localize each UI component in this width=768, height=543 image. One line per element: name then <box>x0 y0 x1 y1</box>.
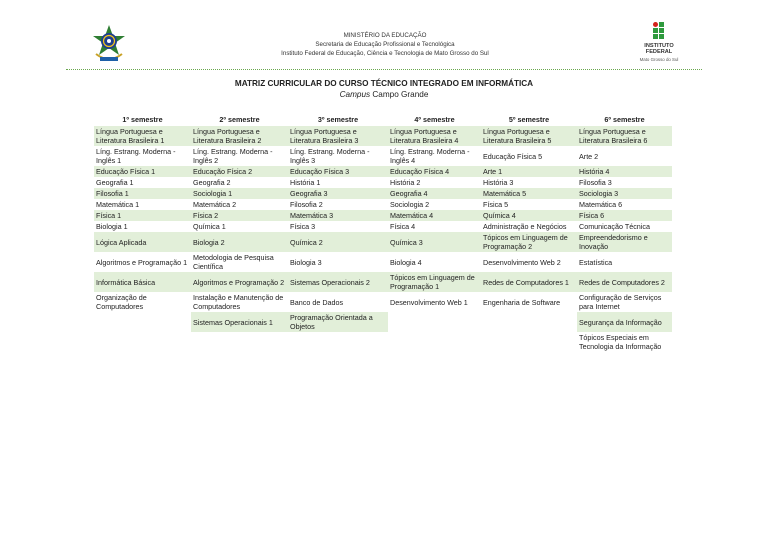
table-cell: Segurança da Informação <box>577 312 672 332</box>
table-cell: Língua Portuguesa e Literatura Brasileira 3 <box>288 126 388 146</box>
campus-label: Campus <box>339 90 371 99</box>
table-cell: Química 1 <box>193 222 226 231</box>
table-cell: Sistemas Operacionais 2 <box>288 272 388 292</box>
table-row <box>94 146 672 166</box>
table-cell <box>388 332 481 352</box>
table-cell <box>481 312 577 332</box>
table-cell: Programação Orientada a Objetos <box>288 312 388 332</box>
table-cell: Matemática 4 <box>388 210 481 221</box>
table-row <box>94 188 672 199</box>
table-cell: Matemática 6 <box>579 200 623 209</box>
table-cell: Biologia 3 <box>290 257 322 267</box>
table-cell: Banco de Dados <box>290 297 344 307</box>
table-cell: Sociologia 3 <box>577 188 672 199</box>
table-cell: Física 6 <box>577 210 672 221</box>
table-cell: Desenvolvimento Web 2 <box>483 257 561 267</box>
document-header <box>0 0 768 72</box>
table-cell: História 2 <box>390 178 421 187</box>
table-row <box>94 232 672 252</box>
table-cell: História 3 <box>483 178 514 187</box>
document-subtitle <box>150 90 618 99</box>
table-cell: Educação Física 4 <box>388 166 481 177</box>
ifms-logo-campus: Mato Grosso do Sul <box>639 57 679 62</box>
table-cell: Administração e Negócios <box>483 222 567 231</box>
table-cell: Configuração de Serviços para Internet <box>579 293 662 311</box>
table-cell: Filosofia 1 <box>94 188 191 199</box>
table-row <box>94 292 672 312</box>
header-divider <box>66 69 702 70</box>
table-cell: Física 1 <box>94 210 191 221</box>
brazil-coat-of-arms-icon <box>90 24 128 64</box>
column-header: 4º semestre <box>414 115 455 124</box>
table-cell: Tópicos em Linguagem de Programação 1 <box>388 272 481 292</box>
table-row <box>94 272 672 292</box>
campus-name: Campo Grande <box>372 90 429 99</box>
table-cell: Engenharia de Software <box>483 297 561 307</box>
table-cell: Algoritmos e Programação 2 <box>191 272 288 292</box>
table-cell <box>388 312 481 332</box>
column-header: 2º semestre <box>219 115 260 124</box>
table-cell: Geografia 2 <box>193 178 231 187</box>
column-header: 6º semestre <box>604 115 645 124</box>
table-cell: Química 2 <box>288 232 388 252</box>
table-cell: Sociologia 2 <box>390 200 430 209</box>
table-cell: Biologia 4 <box>390 257 422 267</box>
table-cell: Redes de Computadores 1 <box>481 272 577 292</box>
institute-line: Instituto Federal de Educação, Ciência e Tecnologia de Mato Grosso do Sul <box>281 50 489 57</box>
ministry-line: MINISTÉRIO DA EDUCAÇÃO <box>343 32 427 39</box>
table-cell: Filosofia 3 <box>579 178 612 187</box>
table-cell: Arte 1 <box>481 166 577 177</box>
table-cell: História 4 <box>577 166 672 177</box>
table-cell: Educação Física 2 <box>191 166 288 177</box>
table-cell: Redes de Computadores 2 <box>577 272 672 292</box>
table-cell: Empreendedorismo e Inovação <box>577 232 672 252</box>
table-cell <box>288 332 388 352</box>
table-cell: Física 4 <box>390 222 416 231</box>
table-row <box>94 312 672 332</box>
table-cell: Algoritmos e Programação 1 <box>96 257 188 267</box>
table-cell <box>481 332 577 352</box>
table-cell: Comunicação Técnica <box>579 222 650 231</box>
table-cell: Língua Portuguesa e Literatura Brasileira 5 <box>481 126 577 146</box>
table-cell: Matemática 1 <box>96 200 140 209</box>
table-cell: Tópicos Especiais em Tecnologia da Informação <box>579 333 662 351</box>
table-cell: Sociologia 1 <box>191 188 288 199</box>
table-cell: Educação Física 3 <box>288 166 388 177</box>
table-row <box>94 177 672 188</box>
table-row <box>94 199 672 210</box>
table-cell: História 1 <box>290 178 321 187</box>
table-cell: Geografia 4 <box>388 188 481 199</box>
table-cell: Física 3 <box>290 222 316 231</box>
table-cell: Educação Física 5 <box>483 151 543 161</box>
table-row <box>94 166 672 177</box>
table-cell: Arte 2 <box>579 151 599 161</box>
table-cell: Química 3 <box>388 232 481 252</box>
institution-header <box>230 31 540 58</box>
document-title: MATRIZ CURRICULAR DO CURSO TÉCNICO INTEGRADO EM INFORMÁTICA <box>234 79 534 88</box>
table-cell <box>94 312 191 332</box>
table-cell: Filosofia 2 <box>290 200 323 209</box>
table-cell: Líng. Estrang. Moderna - Inglês 1 <box>96 147 176 165</box>
table-cell: Língua Portuguesa e Literatura Brasileira 4 <box>388 126 481 146</box>
table-cell: Educação Física 1 <box>94 166 191 177</box>
ifms-logo-name: INSTITUTO FEDERAL <box>644 43 674 55</box>
table-cell: Língua Portuguesa e Literatura Brasileira 6 <box>577 126 672 146</box>
table-cell: Geografia 3 <box>288 188 388 199</box>
table-cell: Organização de Computadores <box>96 293 147 311</box>
column-header: 3º semestre <box>317 115 359 124</box>
table-cell: Tópicos em Linguagem de Programação 2 <box>481 232 577 252</box>
table-cell: Líng. Estrang. Moderna - Inglês 2 <box>193 147 273 165</box>
column-header: 5º semestre <box>508 115 550 124</box>
table-cell: Desenvolvimento Web 1 <box>390 297 468 307</box>
table-cell: Física 2 <box>191 210 288 221</box>
table-cell: Química 4 <box>481 210 577 221</box>
table-cell: Biologia 1 <box>96 222 128 231</box>
table-cell: Sistemas Operacionais 1 <box>191 312 288 332</box>
table-cell: Líng. Estrang. Moderna - Inglês 3 <box>290 147 370 165</box>
table-cell: Lógica Aplicada <box>94 232 191 252</box>
table-cell <box>94 332 191 352</box>
table-cell: Líng. Estrang. Moderna - Inglês 4 <box>390 147 470 165</box>
table-cell: Matemática 2 <box>193 200 237 209</box>
ifms-logo-mark-icon <box>653 22 665 40</box>
table-cell: Física 5 <box>483 200 509 209</box>
table-cell: Geografia 1 <box>96 178 134 187</box>
table-row <box>94 221 672 232</box>
table-cell: Matemática 5 <box>481 188 577 199</box>
table-cell: Língua Portuguesa e Literatura Brasileira 1 <box>94 126 191 146</box>
secretariat-line: Secretaria de Educação Profissional e Tecnológica <box>315 41 455 48</box>
table-cell: Metodologia de Pesquisa Científica <box>193 253 274 271</box>
table-cell: Língua Portuguesa e Literatura Brasileira 2 <box>191 126 288 146</box>
table-cell: Instalação e Manutenção de Computadores <box>193 293 284 311</box>
curriculum-table <box>94 113 672 352</box>
table-cell <box>191 332 288 352</box>
table-cell: Estatística <box>579 257 613 267</box>
ifms-logo <box>637 22 681 66</box>
table-row <box>94 252 672 272</box>
table-cell: Informática Básica <box>94 272 191 292</box>
column-header: 1º semestre <box>122 115 163 124</box>
table-row <box>94 210 672 221</box>
table-row <box>94 126 672 146</box>
table-cell: Matemática 3 <box>288 210 388 221</box>
table-cell: Biologia 2 <box>191 232 288 252</box>
table-header-row <box>94 113 672 126</box>
table-row <box>94 332 672 352</box>
